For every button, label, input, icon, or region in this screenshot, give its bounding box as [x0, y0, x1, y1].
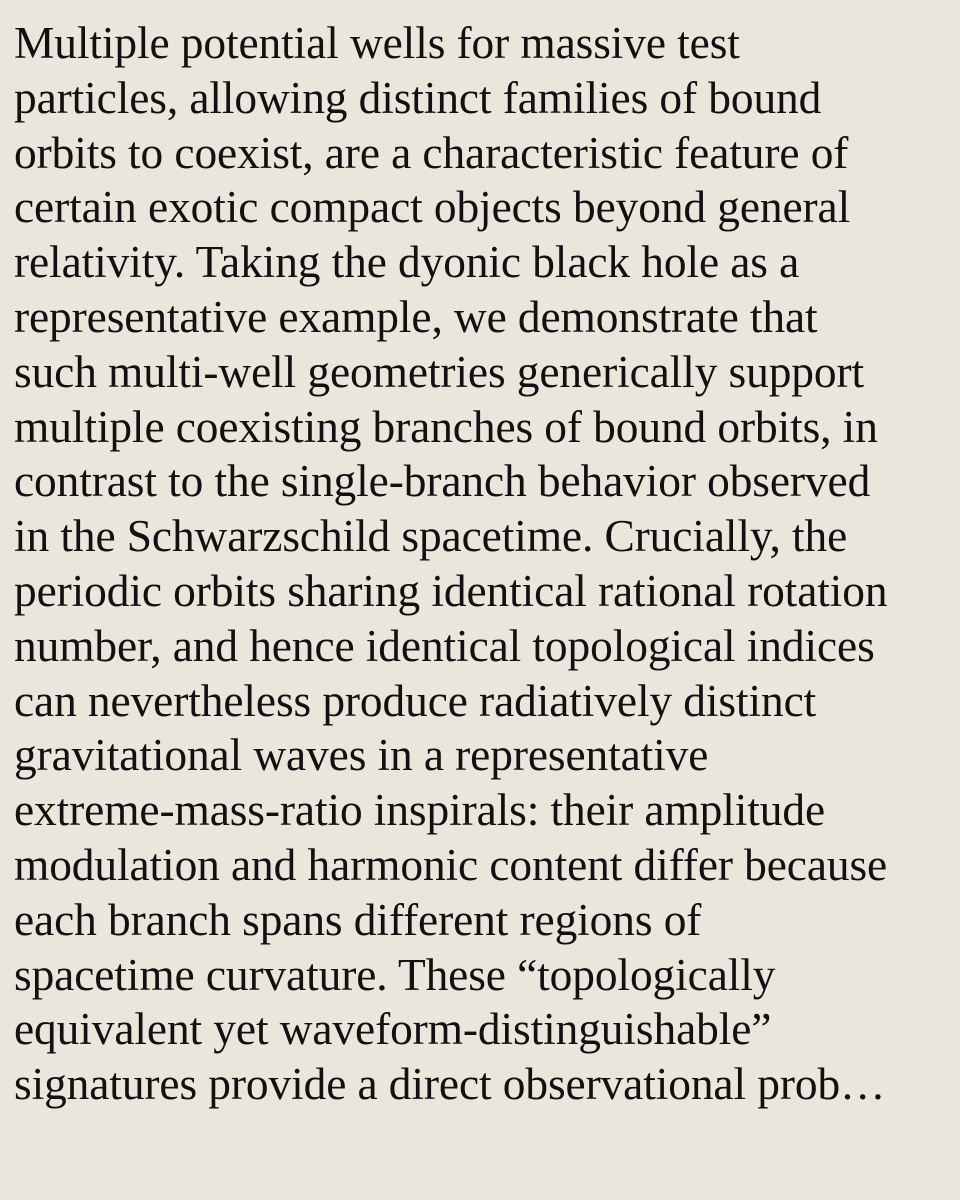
text-line: certain exotic compact objects beyond general	[14, 182, 851, 233]
text-line: extreme-mass-ratio inspirals: their amplitude	[14, 785, 826, 836]
text-line: representative example, we demonstrate that	[14, 291, 818, 342]
text-line: equivalent yet waveform-distinguishable”	[14, 1004, 772, 1055]
text-line: modulation and harmonic content differ because	[14, 839, 888, 890]
text-line: periodic orbits sharing identical rational rotation	[14, 565, 888, 616]
text-line: contrast to the single-branch behavior observed	[14, 456, 871, 507]
text-line: spacetime curvature. These “topologically	[14, 949, 776, 1000]
text-line: orbits to coexist, are a characteristic feature of	[14, 127, 849, 178]
text-line: particles, allowing distinct families of bound	[14, 72, 822, 123]
text-line: multiple coexisting branches of bound orbits, in	[14, 401, 878, 452]
abstract-text	[14, 16, 946, 1112]
text-line: such multi-well geometries generically support	[14, 346, 865, 397]
text-line: gravitational waves in a representative	[14, 730, 709, 781]
text-line: number, and hence identical topological indices	[14, 620, 875, 671]
text-line: relativity. Taking the dyonic black hole as a	[14, 237, 800, 288]
text-line: Multiple potential wells for massive test	[14, 18, 740, 68]
text-line: signatures provide a direct observational prob…	[14, 1059, 886, 1110]
text-line: in the Schwarzschild spacetime. Crucially, the	[14, 511, 848, 562]
text-line: each branch spans different regions of	[14, 894, 702, 945]
text-line: can nevertheless produce radiatively distinct	[14, 675, 817, 726]
